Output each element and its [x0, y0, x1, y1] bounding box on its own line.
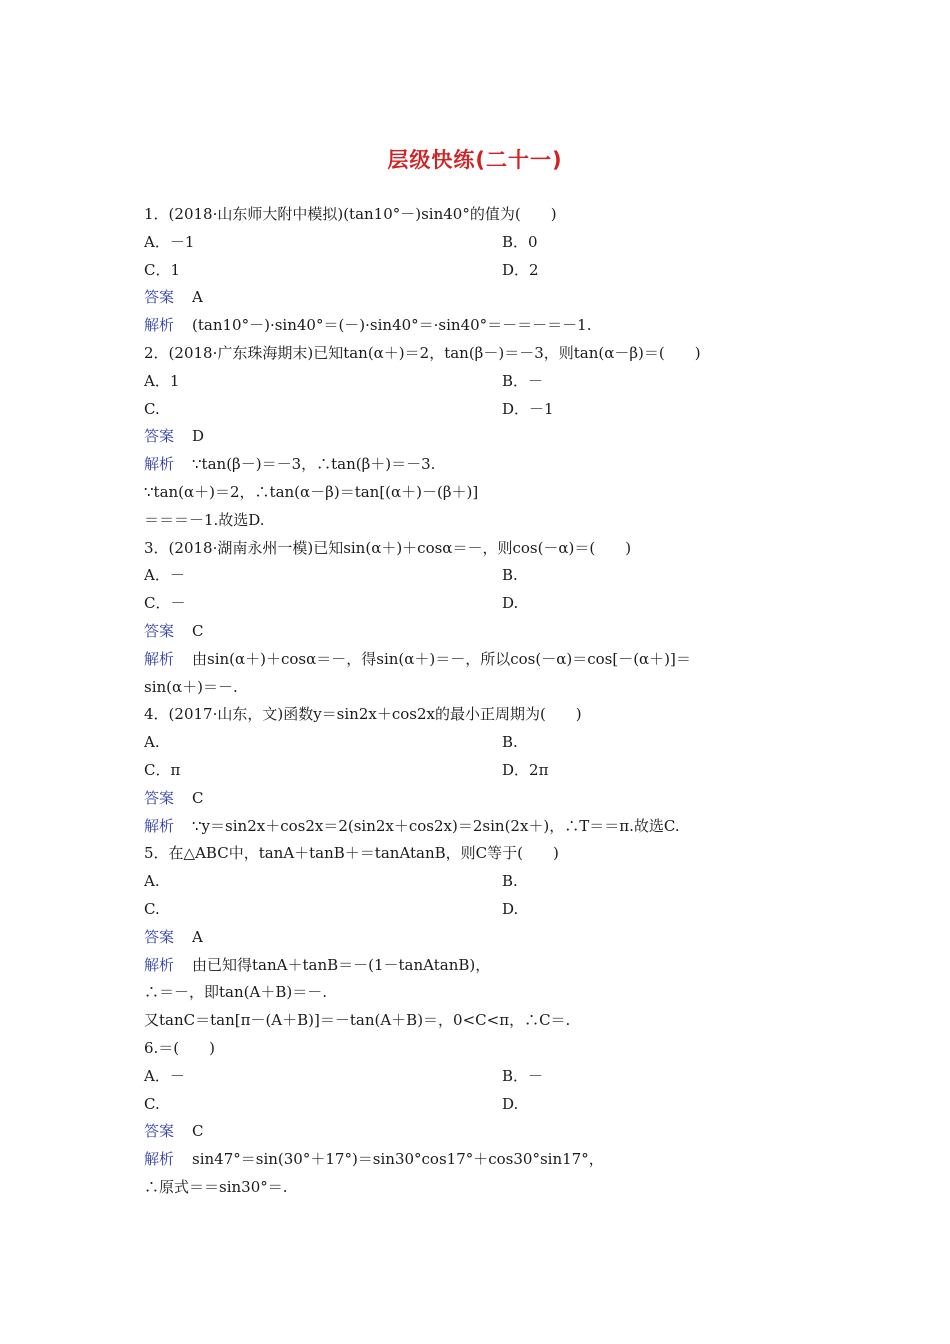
answer-label: 答案 — [144, 927, 175, 946]
analysis-line — [144, 674, 814, 702]
option-b: B．0 — [502, 232, 538, 251]
analysis-text: sin(α＋)＝－. — [144, 677, 238, 696]
analysis-label: 解析 — [144, 649, 175, 668]
question-stem: 6.＝( ) — [144, 1038, 216, 1057]
analysis-text: ∴原式＝＝sin30°＝. — [144, 1177, 288, 1196]
question-stem: 1．(2018·山东师大附中模拟)(tan10°－)sin40°的值为( ) — [144, 205, 557, 223]
option-row — [144, 1091, 814, 1119]
question-stem: 4．(2017·山东，文)函数y＝sin2x＋cos2x的最小正周期为( ) — [144, 705, 582, 724]
option-c: C. — [144, 899, 160, 918]
analysis-text: ＝＝＝－1.故选D. — [144, 510, 265, 529]
analysis-line — [144, 952, 814, 980]
option-a: A．－1 — [144, 232, 195, 251]
question-stem: 2．(2018·广东珠海期末)已知tan(α＋)＝2，tan(β－)＝－3，则tan(α－β)＝( ) — [144, 343, 701, 362]
option-b: B．－ — [502, 1066, 544, 1085]
answer-value: C — [192, 1122, 204, 1141]
option-d: D. — [502, 899, 519, 918]
option-row — [144, 368, 814, 396]
analysis-line — [144, 479, 814, 507]
analysis-line — [144, 1007, 814, 1035]
option-d: D．2 — [502, 260, 539, 279]
answer-label: 答案 — [144, 788, 175, 807]
analysis-text: ∵tan(β－)＝－3，∴tan(β＋)＝－3. — [192, 455, 436, 474]
analysis-label: 解析 — [144, 955, 175, 974]
analysis-line — [144, 813, 814, 841]
option-a: A．－ — [144, 1066, 185, 1085]
answer-value: C — [192, 621, 204, 640]
option-c: C．π — [144, 760, 181, 779]
question-stem: 3．(2018·湖南永州一模)已知sin(α＋)＋cosα＝－，则cos(－α)＝( ) — [144, 538, 632, 557]
option-row — [144, 868, 814, 896]
answer-value: C — [192, 788, 204, 807]
analysis-text: 又tanC＝tan[π－(A＋B)]＝－tan(A＋B)＝，0<C<π，∴C＝. — [144, 1011, 571, 1030]
analysis-label: 解析 — [144, 316, 175, 335]
option-a: A. — [144, 733, 160, 752]
analysis-line — [144, 646, 814, 674]
page-title: 层级快练(二十一) — [387, 148, 563, 172]
option-b: B．－ — [502, 371, 544, 390]
option-row — [144, 229, 814, 257]
option-row — [144, 896, 814, 924]
option-row — [144, 396, 814, 424]
analysis-line — [144, 1174, 814, 1202]
answer-value: A — [192, 288, 203, 307]
option-a: A. — [144, 872, 160, 891]
answer-label: 答案 — [144, 1122, 175, 1141]
option-a: A．1 — [144, 371, 180, 390]
analysis-text: 由sin(α＋)＋cosα＝－，得sin(α＋)＝－，所以cos(－α)＝cos[－(α＋)]＝ — [192, 649, 691, 668]
answer-label: 答案 — [144, 427, 175, 446]
analysis-text: sin47°＝sin(30°＋17°)＝sin30°cos17°＋cos30°sin17°， — [192, 1150, 604, 1169]
analysis-label: 解析 — [144, 1150, 175, 1169]
answer-line — [144, 284, 814, 312]
option-b: B. — [502, 733, 518, 752]
answer-line — [144, 924, 814, 952]
option-b: B. — [502, 566, 518, 585]
option-c: C. — [144, 399, 160, 418]
option-row — [144, 257, 814, 285]
option-d: D．－1 — [502, 399, 554, 418]
option-d: D. — [502, 594, 519, 613]
analysis-line — [144, 979, 814, 1007]
analysis-label: 解析 — [144, 816, 175, 835]
analysis-text: ∴＝－，即tan(A＋B)＝－. — [144, 983, 327, 1002]
answer-line — [144, 1118, 814, 1146]
option-row — [144, 757, 814, 785]
answer-line — [144, 785, 814, 813]
analysis-text: ∵tan(α＋)＝2，∴tan(α－β)＝tan[(α＋)－(β＋)] — [144, 482, 479, 501]
analysis-line — [144, 312, 814, 340]
answer-value: D — [192, 427, 205, 446]
analysis-label: 解析 — [144, 455, 175, 474]
question-stem: 5．在△ABC中，tanA＋tanB＋＝tanAtanB，则C等于( ) — [144, 844, 559, 863]
answer-line — [144, 618, 814, 646]
option-c: C. — [144, 1094, 160, 1113]
option-row — [144, 1063, 814, 1091]
analysis-line — [144, 1146, 814, 1174]
option-a: A．－ — [144, 566, 185, 585]
option-d: D. — [502, 1094, 519, 1113]
option-row — [144, 562, 814, 590]
analysis-line — [144, 507, 814, 535]
analysis-text: (tan10°－)·sin40°＝(－)·sin40°＝·sin40°＝－＝－＝－1. — [192, 316, 592, 335]
answer-line — [144, 423, 814, 451]
analysis-text: 由已知得tanA＋tanB＝－(1－tanAtanB)， — [192, 955, 491, 974]
option-c: C．－ — [144, 594, 186, 613]
option-row — [144, 590, 814, 618]
answer-label: 答案 — [144, 288, 175, 307]
question-list — [144, 201, 814, 1202]
option-row — [144, 729, 814, 757]
option-c: C．1 — [144, 260, 181, 279]
analysis-text: ∵y＝sin2x＋cos2x＝2(sin2x＋cos2x)＝2sin(2x＋)，∴T＝＝π.故选C. — [192, 816, 680, 835]
option-d: D．2π — [502, 760, 549, 779]
answer-value: A — [192, 927, 203, 946]
analysis-line — [144, 451, 814, 479]
option-b: B. — [502, 872, 518, 891]
answer-label: 答案 — [144, 621, 175, 640]
